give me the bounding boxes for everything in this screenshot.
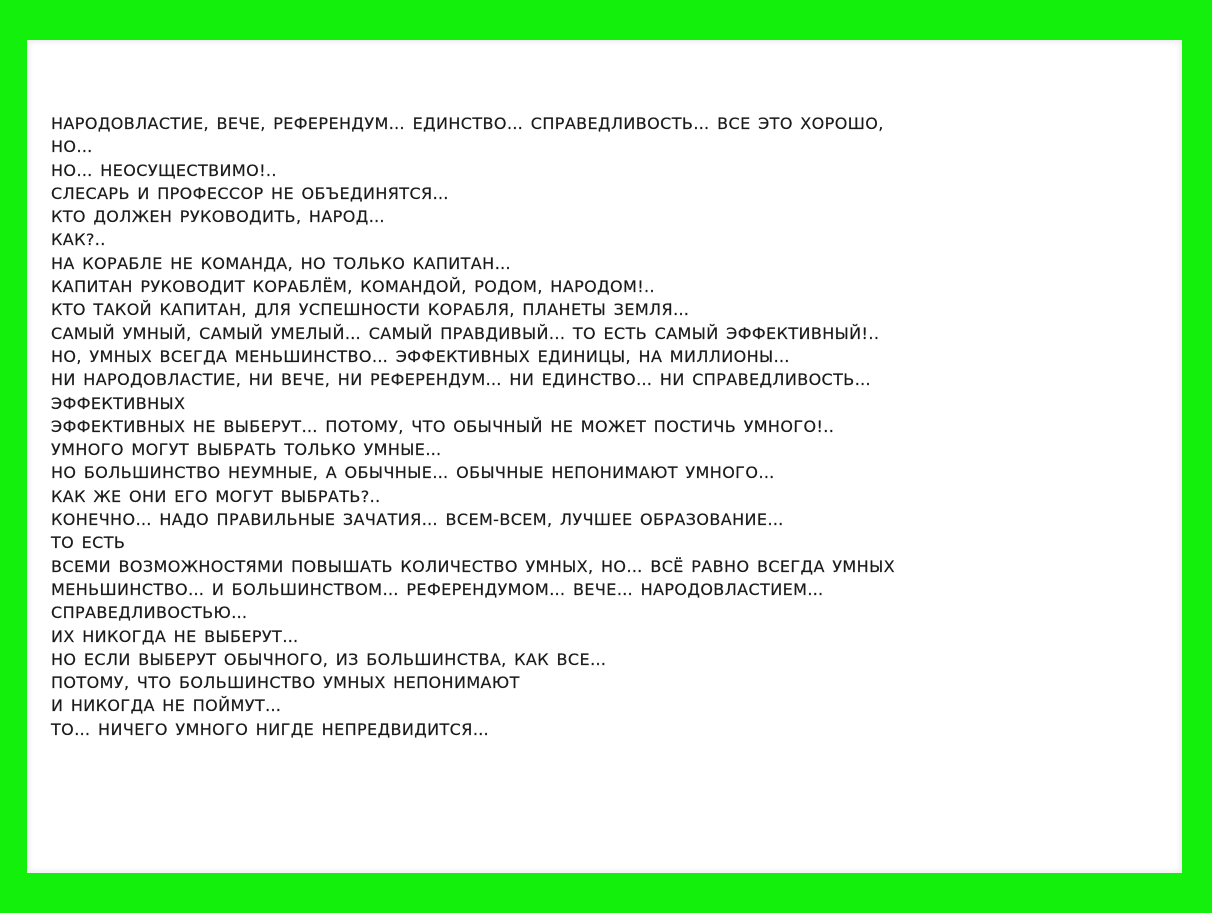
document-text-block — [51, 112, 1166, 741]
text-line: СЛЕСАРЬ И ПРОФЕССОР НЕ ОБЪЕДИНЯТСЯ… — [51, 183, 449, 203]
text-line: НИ НАРОДОВЛАСТИЕ, НИ ВЕЧЕ, НИ РЕФЕРЕНДУМ… НИ ЕДИНСТВО… НИ СПРАВЕДЛИВОСТЬ… — [51, 370, 872, 390]
text-line: ТО ЕСТЬ — [51, 533, 126, 553]
text-line: УМНОГО МОГУТ ВЫБРАТЬ ТОЛЬКО УМНЫЕ… — [51, 440, 442, 460]
text-line: НАРОДОВЛАСТИЕ, ВЕЧЕ, РЕФЕРЕНДУМ… ЕДИНСТВО… СПРАВЕДЛИВОСТЬ… ВСЕ ЭТО ХОРОШО, — [51, 114, 884, 133]
text-line: КАК ЖЕ ОНИ ЕГО МОГУТ ВЫБРАТЬ?.. — [51, 486, 381, 506]
text-line: ПОТОМУ, ЧТО БОЛЬШИНСТВО УМНЫХ НЕПОНИМАЮТ — [51, 673, 520, 693]
text-line: ИХ НИКОГДА НЕ ВЫБЕРУТ… — [51, 626, 299, 646]
text-line: НО… НЕОСУЩЕСТВИМО!.. — [51, 160, 277, 180]
text-line: ЭФФЕКТИВНЫХ — [51, 393, 186, 413]
text-line: И НИКОГДА НЕ ПОЙМУТ… — [51, 696, 282, 716]
text-line: ВСЕМИ ВОЗМОЖНОСТЯМИ ПОВЫШАТЬ КОЛИЧЕСТВО УМНЫХ, НО… ВСЁ РАВНО ВСЕГДА УМНЫХ — [51, 556, 895, 576]
text-line: НО, УМНЫХ ВСЕГДА МЕНЬШИНСТВО… ЭФФЕКТИВНЫХ ЕДИНИЦЫ, НА МИЛЛИОНЫ… — [51, 346, 790, 366]
text-line: НО ЕСЛИ ВЫБЕРУТ ОБЫЧНОГО, ИЗ БОЛЬШИНСТВА, КАК ВСЕ… — [51, 649, 607, 669]
text-line: МЕНЬШИНСТВО… И БОЛЬШИНСТВОМ… РЕФЕРЕНДУМОМ… ВЕЧЕ… НАРОДОВЛАСТИЕМ… — [51, 579, 824, 599]
text-line: НО БОЛЬШИНСТВО НЕУМНЫЕ, А ОБЫЧНЫЕ… ОБЫЧНЫЕ НЕПОНИМАЮТ УМНОГО… — [51, 463, 775, 483]
text-line: ТО… НИЧЕГО УМНОГО НИГДЕ НЕПРЕДВИДИТСЯ… — [51, 719, 490, 739]
text-line: САМЫЙ УМНЫЙ, САМЫЙ УМЕЛЫЙ… САМЫЙ ПРАВДИВЫЙ... ТО ЕСТЬ САМЫЙ ЭФФЕКТИВНЫЙ!.. — [51, 323, 880, 343]
text-line: ЭФФЕКТИВНЫХ НЕ ВЫБЕРУТ… ПОТОМУ, ЧТО ОБЫЧНЫЙ НЕ МОЖЕТ ПОСТИЧЬ УМНОГО!.. — [51, 416, 835, 436]
text-line: КТО ТАКОЙ КАПИТАН, ДЛЯ УСПЕШНОСТИ КОРАБЛЯ, ПЛАНЕТЫ ЗЕМЛЯ… — [51, 300, 690, 320]
text-line: КОНЕЧНО… НАДО ПРАВИЛЬНЫЕ ЗАЧАТИЯ… ВСЕМ-ВСЕМ, ЛУЧШЕЕ ОБРАЗОВАНИЕ… — [51, 510, 784, 530]
text-line: КАК?.. — [51, 230, 106, 250]
text-line: КАПИТАН РУКОВОДИТ КОРАБЛЁМ, КОМАНДОЙ, РОДОМ, НАРОДОМ!.. — [51, 277, 656, 297]
text-line: КТО ДОЛЖЕН РУКОВОДИТЬ, НАРОД… — [51, 207, 386, 227]
text-line: СПРАВЕДЛИВОСТЬЮ… — [51, 603, 248, 623]
text-line: НА КОРАБЛЕ НЕ КОМАНДА, НО ТОЛЬКО КАПИТАН… — [51, 253, 511, 273]
document-page — [27, 40, 1182, 873]
text-line: НО… — [51, 137, 93, 157]
